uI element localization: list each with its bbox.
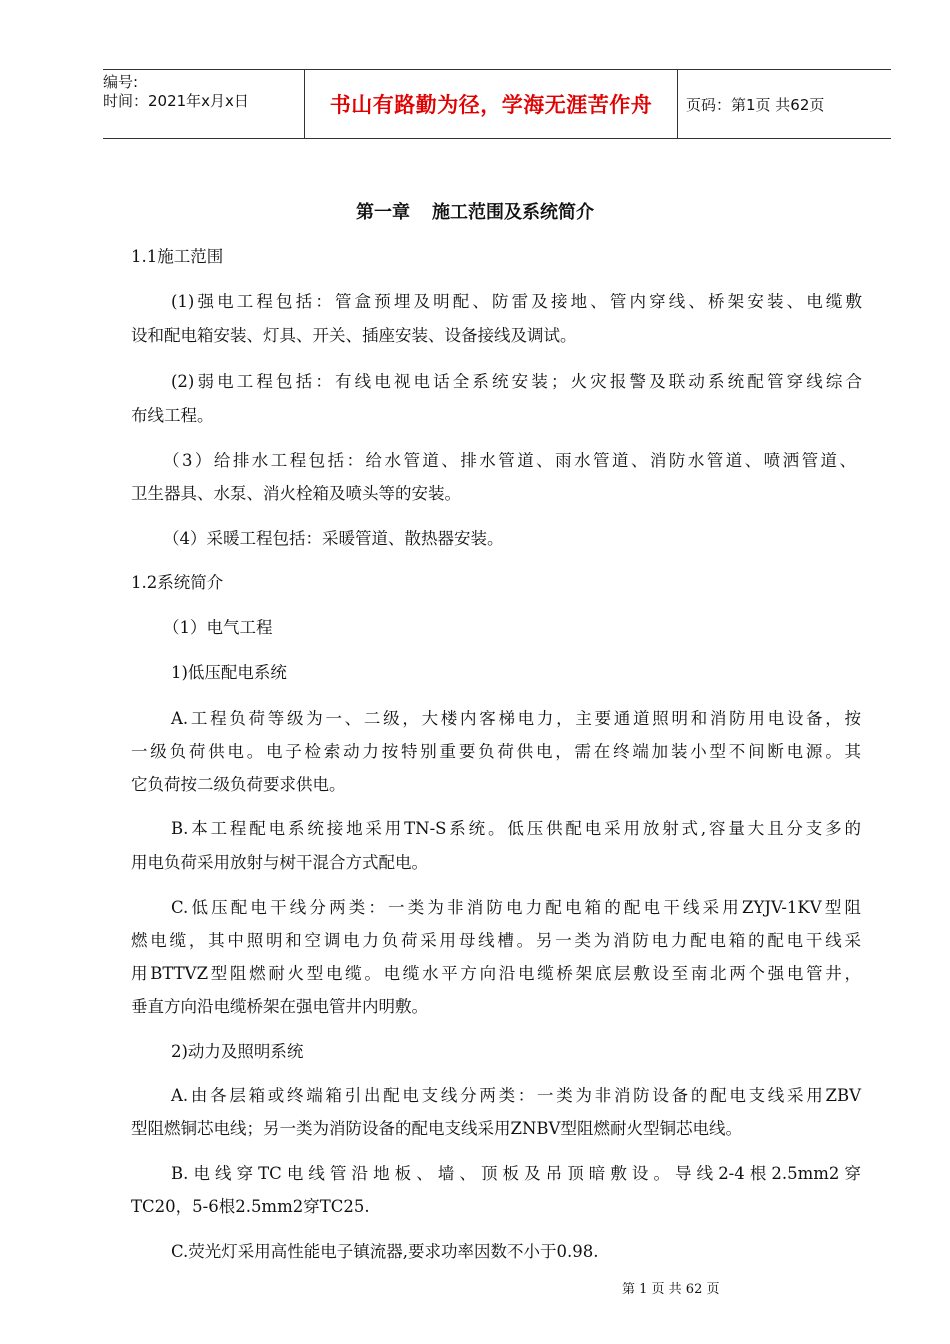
paragraph-line: (2)弱电工程包括：有线电视电话全系统安装；火灾报警及联动系统配管穿线综合	[171, 372, 862, 391]
paragraph-line: 垂直方向沿电缆桥架在强电管井内明敷。	[131, 997, 428, 1016]
header-motto: 书山有路勤为径，学海无涯苦作舟	[304, 70, 678, 138]
chapter-title	[0, 198, 950, 224]
paragraph-line: 布线工程。	[131, 406, 214, 425]
subsection-heading: （1）电气工程	[163, 618, 273, 637]
subsection-heading: 2)动力及照明系统	[171, 1042, 304, 1061]
document-header	[103, 69, 891, 139]
header-page-info: 页码：第1页 共62页	[686, 95, 825, 114]
paragraph-line: 型阻燃铜芯电线；另一类为消防设备的配电支线采用ZNBV型阻燃耐火型铜芯电线。	[131, 1119, 742, 1138]
document-number-label: 编号:	[103, 73, 139, 91]
paragraph-line: 设和配电箱安装、灯具、开关、插座安装、设备接线及调试。	[131, 326, 577, 345]
paragraph-line: A.由各层箱或终端箱引出配电支线分两类：一类为非消防设备的配电支线采用ZBV	[171, 1086, 861, 1105]
paragraph-line: (1)强电工程包括：管盒预埋及明配、防雷及接地、管内穿线、桥架安装、电缆敷	[171, 292, 862, 311]
section-heading-1-2: 1.2系统简介	[131, 573, 224, 592]
paragraph-line: 一级负荷供电。电子检索动力按特别重要负荷供电，需在终端加装小型不间断电源。其	[131, 742, 861, 761]
section-heading-1-1: 1.1施工范围	[131, 247, 224, 266]
page-footer: 第 1 页 共 62 页	[622, 1282, 720, 1297]
chapter-name: 施工范围及系统简介	[432, 202, 594, 223]
chapter-number: 第一章	[356, 202, 410, 223]
paragraph-line: C.荧光灯采用高性能电子镇流器,要求功率因数不小于0.98.	[171, 1242, 599, 1261]
paragraph-line: 它负荷按二级负荷要求供电。	[131, 775, 346, 794]
paragraph-line: 卫生器具、水泵、消火栓箱及喷头等的安装。	[131, 484, 461, 503]
paragraph-line: A.工程负荷等级为一、二级，大楼内客梯电力，主要通道照明和消防用电设备，按	[171, 709, 861, 728]
paragraph-line: B.电线穿TC电线管沿地板、墙、顶板及吊顶暗敷设。导线2-4根2.5mm2穿	[171, 1164, 861, 1183]
paragraph-line: C.低压配电干线分两类：一类为非消防电力配电箱的配电干线采用ZYJV-1KV型阻	[171, 898, 861, 917]
paragraph-line: 燃电缆，其中照明和空调电力负荷采用母线槽。另一类为消防电力配电箱的配电干线采	[131, 931, 861, 950]
paragraph-line: （3）给排水工程包括：给水管道、排水管道、雨水管道、消防水管道、喷洒管道、	[163, 451, 856, 470]
paragraph-line: （4）采暖工程包括：采暖管道、散热器安装。	[163, 529, 504, 548]
paragraph-line: 用BTTVZ型阻燃耐火型电缆。电缆水平方向沿电缆桥架底层敷设至南北两个强电管井，	[131, 964, 861, 983]
subsection-heading: 1)低压配电系统	[171, 663, 287, 682]
header-meta	[103, 70, 304, 138]
paragraph-line: 用电负荷采用放射与树干混合方式配电。	[131, 853, 428, 872]
paragraph-line: B.本工程配电系统接地采用TN-S系统。低压供配电采用放射式,容量大且分支多的	[171, 819, 861, 838]
document-time-label: 时间：2021年x月x日	[103, 92, 249, 110]
paragraph-line: TC20，5-6根2.5mm2穿TC25.	[131, 1197, 370, 1216]
